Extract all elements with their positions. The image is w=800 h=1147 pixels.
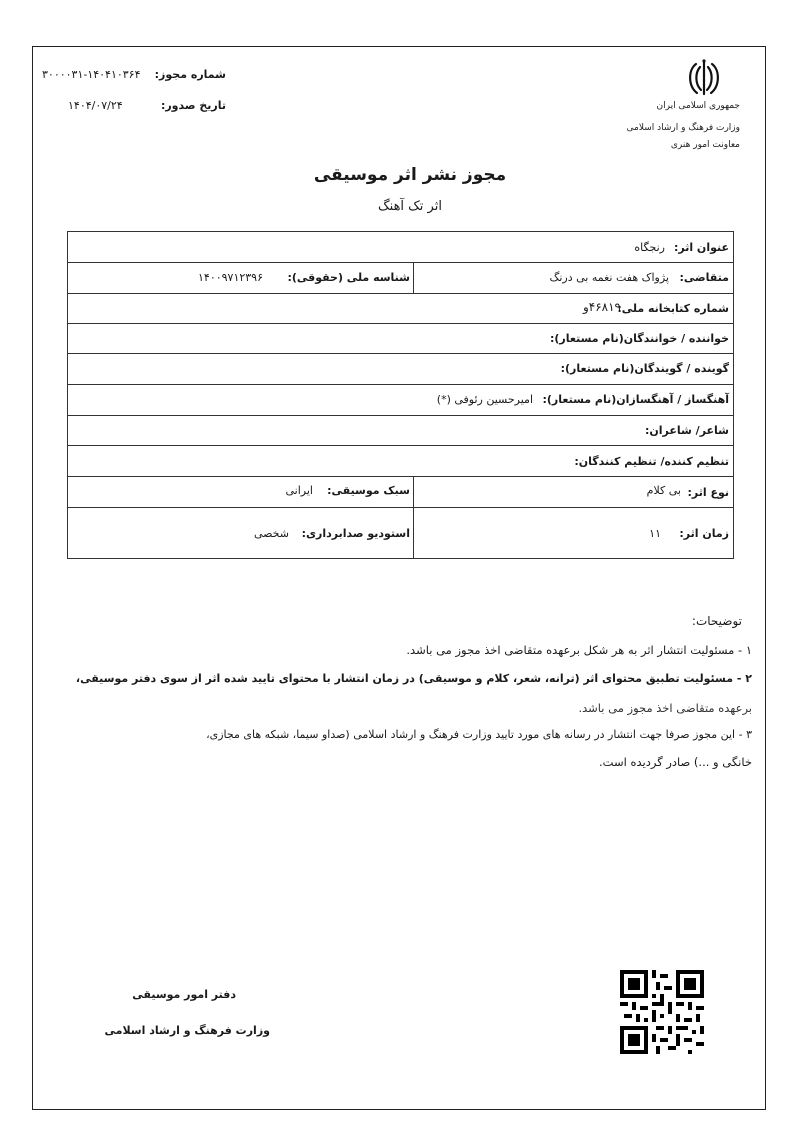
org-line-3: معاونت امور هنری (670, 140, 740, 150)
row-narrators (68, 354, 733, 385)
page-title: مجوز نشر اثر موسیقی (313, 165, 507, 185)
note-line-1: ۱ - مسئولیت انتشار اثر به هر شکل برعهده متقاضی اخذ مجوز می باشد. (406, 643, 752, 657)
work-type-label: نوع اثر: (687, 486, 729, 499)
row-duration-studio (68, 508, 733, 558)
style-value: ایرانی (285, 484, 313, 497)
page-subtitle: اثر تک آهنگ (378, 199, 442, 214)
row-poets (68, 416, 733, 446)
arrangers-label: تنظیم کننده/ تنظیم کنندگان: (574, 455, 729, 468)
row-type-style (68, 477, 733, 508)
issue-date: ۱۴۰۴/۰۷/۲۴ (68, 99, 123, 112)
column-divider (413, 508, 414, 558)
qr-code-icon (620, 970, 704, 1054)
row-singers (68, 324, 733, 354)
row-work-title (68, 232, 733, 263)
narrators-label: گوینده / گویندگان(نام مستعار): (560, 362, 729, 375)
issue-date-label: تاریخ صدور: (160, 99, 226, 112)
national-id-label: شناسه ملی (حقوقی): (287, 271, 410, 284)
permit-number-label: شماره مجوز: (154, 68, 226, 81)
work-title-value: رنجگاه (634, 241, 665, 254)
duration-label: زمان اثر: (679, 527, 729, 540)
library-number-label: شماره کتابخانه ملی: (617, 302, 729, 315)
org-line-2: وزارت فرهنگ و ارشاد اسلامی (626, 123, 740, 133)
applicant-value: پژواک هفت نغمه بی درنگ (549, 271, 669, 284)
singers-label: خواننده / خوانندگان(نام مستعار): (550, 332, 729, 345)
column-divider (413, 263, 414, 293)
permit-number: ۳۰۰۰۰۳۱-۱۴۰۴۱۰۳۶۴ (42, 68, 141, 81)
note-line-4: ۳ - این مجوز صرفا جهت انتشار در رسانه های مورد تایید وزارت فرهنگ و ارشاد اسلامی (صداو سیما، شبکه های مجازی، (206, 728, 752, 741)
composers-value: امیرحسین رئوفی (*) (436, 393, 533, 406)
poets-label: شاعر/ شاعران: (644, 424, 729, 437)
row-applicant (68, 263, 733, 294)
national-id-value: ۱۴۰۰۹۷۱۲۳۹۶ (198, 271, 263, 284)
permit-table (67, 231, 734, 559)
work-type-value: بی کلام (646, 484, 681, 497)
column-divider (413, 477, 414, 507)
note-line-2: ۲ - مسئولیت تطبیق محتوای اثر (ترانه، شعر، کلام و موسیقی) در زمان انتشار با محتوای تایید شده اثر از سوی دفتر موسیقی، (75, 672, 752, 685)
duration-value: ۱۱ (649, 527, 661, 540)
studio-value: شخصی (253, 527, 289, 540)
row-library-number (68, 294, 733, 324)
applicant-label: متقاضی: (679, 271, 729, 284)
style-label: سبک موسیقی: (327, 484, 410, 497)
signature-office: دفتر امور موسیقی (132, 988, 236, 1001)
note-line-5: خانگی و ...) صادر گردیده است. (599, 755, 752, 769)
row-composers (68, 385, 733, 416)
note-line-3: برعهده متقاضی اخذ مجوز می باشد. (578, 701, 752, 715)
composers-label: آهنگساز / آهنگسازان(نام مستعار): (542, 393, 729, 406)
org-line-1: جمهوری اسلامی ایران (656, 101, 740, 111)
studio-label: استودیو صدابرداری: (301, 527, 410, 540)
iran-emblem-icon (680, 58, 728, 98)
signature-ministry: وزارت فرهنگ و ارشاد اسلامی (104, 1024, 270, 1037)
library-number-value: ۴۶۸۱۹و (582, 300, 621, 314)
notes-heading: توضیحات: (691, 614, 742, 628)
work-title-label: عنوان اثر: (673, 241, 729, 254)
row-arrangers (68, 446, 733, 477)
